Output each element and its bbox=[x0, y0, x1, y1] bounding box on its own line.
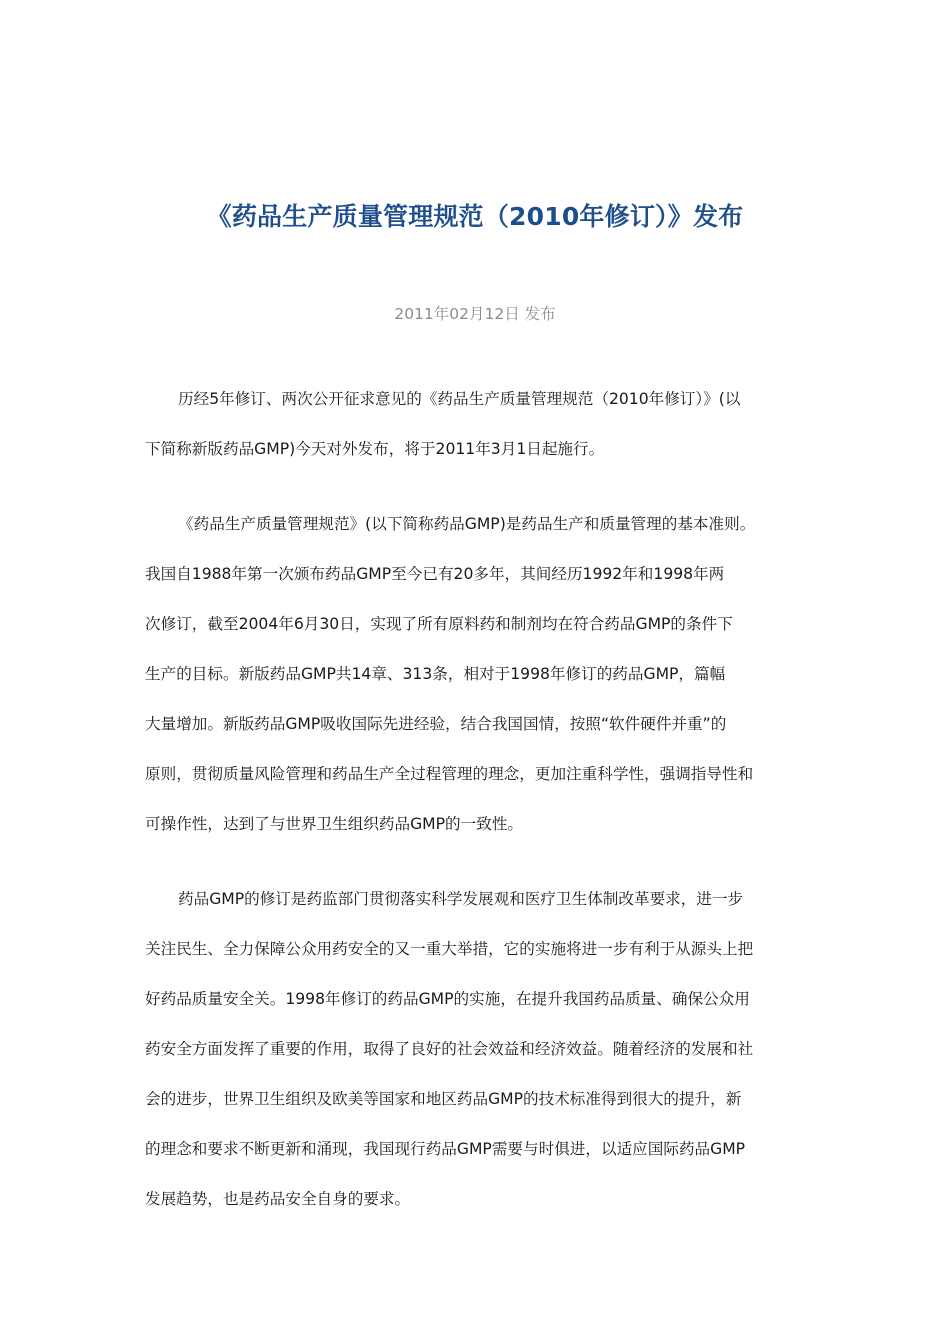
paragraph-line: 发展趋势，也是药品安全自身的要求。 bbox=[145, 1190, 411, 1208]
paragraph-line: 大量增加。新版药品GMP吸收国际先进经验，结合我国国情，按照“软件硬件并重”的 bbox=[145, 715, 727, 733]
publish-date: 2011年02月12日 发布 bbox=[394, 305, 556, 323]
paragraph-2 bbox=[145, 509, 815, 859]
paragraph-line: 历经5年修订、两次公开征求意见的《药品生产质量管理规范（2010年修订）》(以 bbox=[178, 390, 741, 408]
paragraph-line: 我国自1988年第一次颁布药品GMP至今已有20多年，其间经历1992年和1998年两 bbox=[145, 565, 725, 583]
article-body bbox=[145, 384, 815, 1259]
article-title: 《药品生产质量管理规范（2010年修订）》发布 bbox=[206, 202, 744, 231]
paragraph-line: 药品GMP的修订是药监部门贯彻落实科学发展观和医疗卫生体制改革要求，进一步 bbox=[178, 890, 744, 908]
paragraph-1 bbox=[145, 384, 815, 484]
paragraph-line: 关注民生、全力保障公众用药安全的又一重大举措，它的实施将进一步有利于从源头上把 bbox=[145, 940, 754, 958]
paragraph-3 bbox=[145, 884, 815, 1234]
paragraph-line: 的理念和要求不断更新和涌现，我国现行药品GMP需要与时俱进，以适应国际药品GMP bbox=[145, 1140, 746, 1158]
paragraph-line: 次修订，截至2004年6月30日，实现了所有原料药和制剂均在符合药品GMP的条件下 bbox=[145, 615, 733, 633]
paragraph-line: 可操作性，达到了与世界卫生组织药品GMP的一致性。 bbox=[145, 815, 524, 833]
paragraph-line: 药安全方面发挥了重要的作用，取得了良好的社会效益和经济效益。随着经济的发展和社 bbox=[145, 1040, 754, 1058]
paragraph-line: 原则，贯彻质量风险管理和药品生产全过程管理的理念，更加注重科学性，强调指导性和 bbox=[145, 765, 754, 783]
paragraph-line: 《药品生产质量管理规范》(以下简称药品GMP)是药品生产和质量管理的基本准则。 bbox=[178, 515, 756, 533]
paragraph-line: 好药品质量安全关。1998年修订的药品GMP的实施，在提升我国药品质量、确保公众用 bbox=[145, 990, 750, 1008]
paragraph-line: 生产的目标。新版药品GMP共14章、313条，相对于1998年修订的药品GMP，篇幅 bbox=[145, 665, 726, 683]
paragraph-line: 下简称新版药品GMP)今天对外发布，将于2011年3月1日起施行。 bbox=[145, 440, 605, 458]
paragraph-line: 会的进步，世界卫生组织及欧美等国家和地区药品GMP的技术标准得到很大的提升，新 bbox=[145, 1090, 742, 1108]
